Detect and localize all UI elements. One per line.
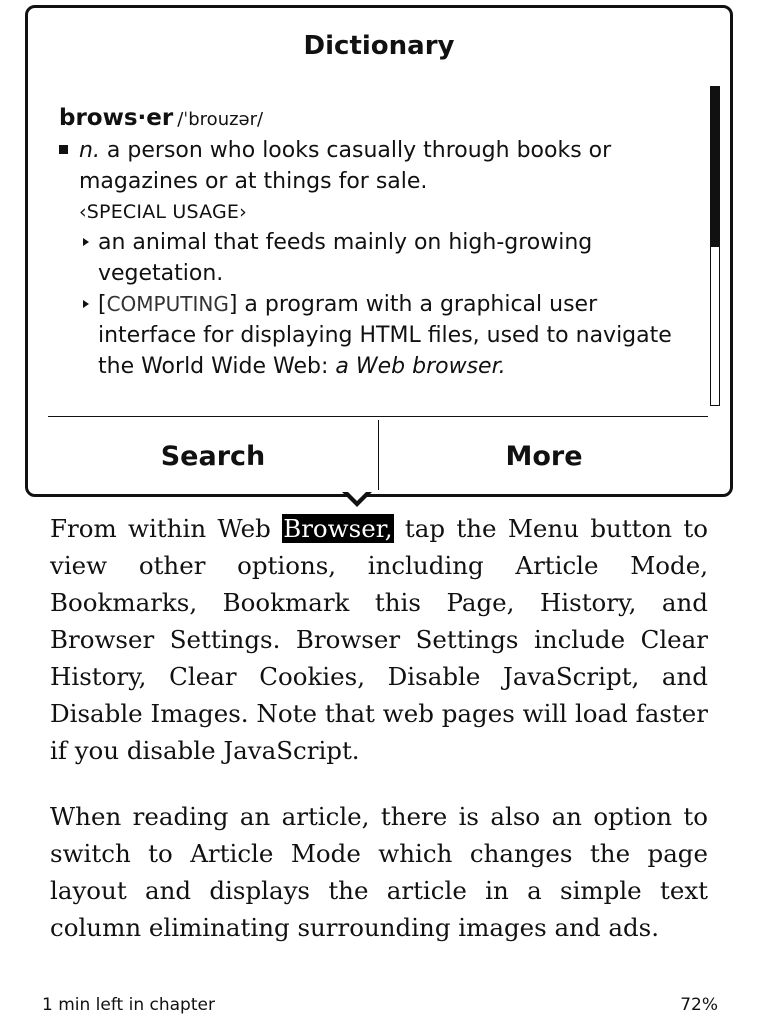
progress-percent: 72%	[680, 995, 718, 1015]
popup-pointer	[342, 492, 372, 507]
highlighted-word[interactable]: Browser,	[283, 514, 393, 543]
special-usage-label: ‹SPECIAL USAGE›	[79, 201, 247, 223]
entry-headline	[59, 103, 699, 135]
subsense-1	[59, 227, 699, 289]
subject-bracket-close: ]	[228, 292, 238, 317]
pronunciation: /ˈbrouzər/	[177, 109, 264, 130]
search-button[interactable]: Search	[160, 441, 266, 472]
scrollbar-thumb[interactable]	[711, 87, 719, 247]
book-text[interactable]	[50, 510, 708, 946]
triangle-bullet-icon	[83, 300, 89, 308]
book-paragraph[interactable]: When reading an article, there is also an option to switch to Article Mode which changes the page layout and displays the article in a simple text column eliminating surrounding images and ads.	[50, 802, 708, 942]
reading-footer	[42, 992, 718, 1018]
subject-bracket-open: [	[98, 292, 107, 317]
subject-label: COMPUTING	[106, 292, 229, 316]
triangle-bullet-icon	[83, 238, 89, 246]
dictionary-entry[interactable]	[59, 103, 699, 403]
part-of-speech: n.	[79, 138, 100, 163]
book-text-segment: tap the Menu button to view other options, including Article Mode, Bookmarks, Bookmark this Page, History, and Browser Settings. Browser Settings include Clear History, Clear Cookies, Disable JavaScript, and Disable Images. Note that web pages will load faster if you disable JavaScript.	[50, 514, 708, 765]
book-text-segment: From within Web	[50, 514, 283, 543]
sense-definition: a person who looks casually through books or magazines or at things for sale.	[79, 138, 612, 194]
square-bullet-icon	[59, 145, 68, 154]
subsense-definition: an animal that feeds mainly on high-growing vegetation.	[98, 230, 593, 286]
time-left-label[interactable]: 1 min left in chapter	[42, 995, 215, 1015]
dictionary-popup	[25, 5, 733, 497]
subsense-2	[59, 289, 699, 382]
more-button[interactable]: More	[505, 441, 583, 472]
popup-title: Dictionary	[303, 31, 455, 61]
sense-1	[59, 135, 699, 197]
scrollbar[interactable]	[710, 86, 720, 406]
divider	[48, 416, 708, 417]
usage-example: a Web browser.	[335, 354, 506, 379]
book-paragraph[interactable]	[50, 510, 708, 769]
headword: brows·er	[59, 105, 174, 131]
subsense-definition: a program with a graphical user interface for displaying HTML files, used to navigate the World Wide Web:	[98, 292, 672, 379]
